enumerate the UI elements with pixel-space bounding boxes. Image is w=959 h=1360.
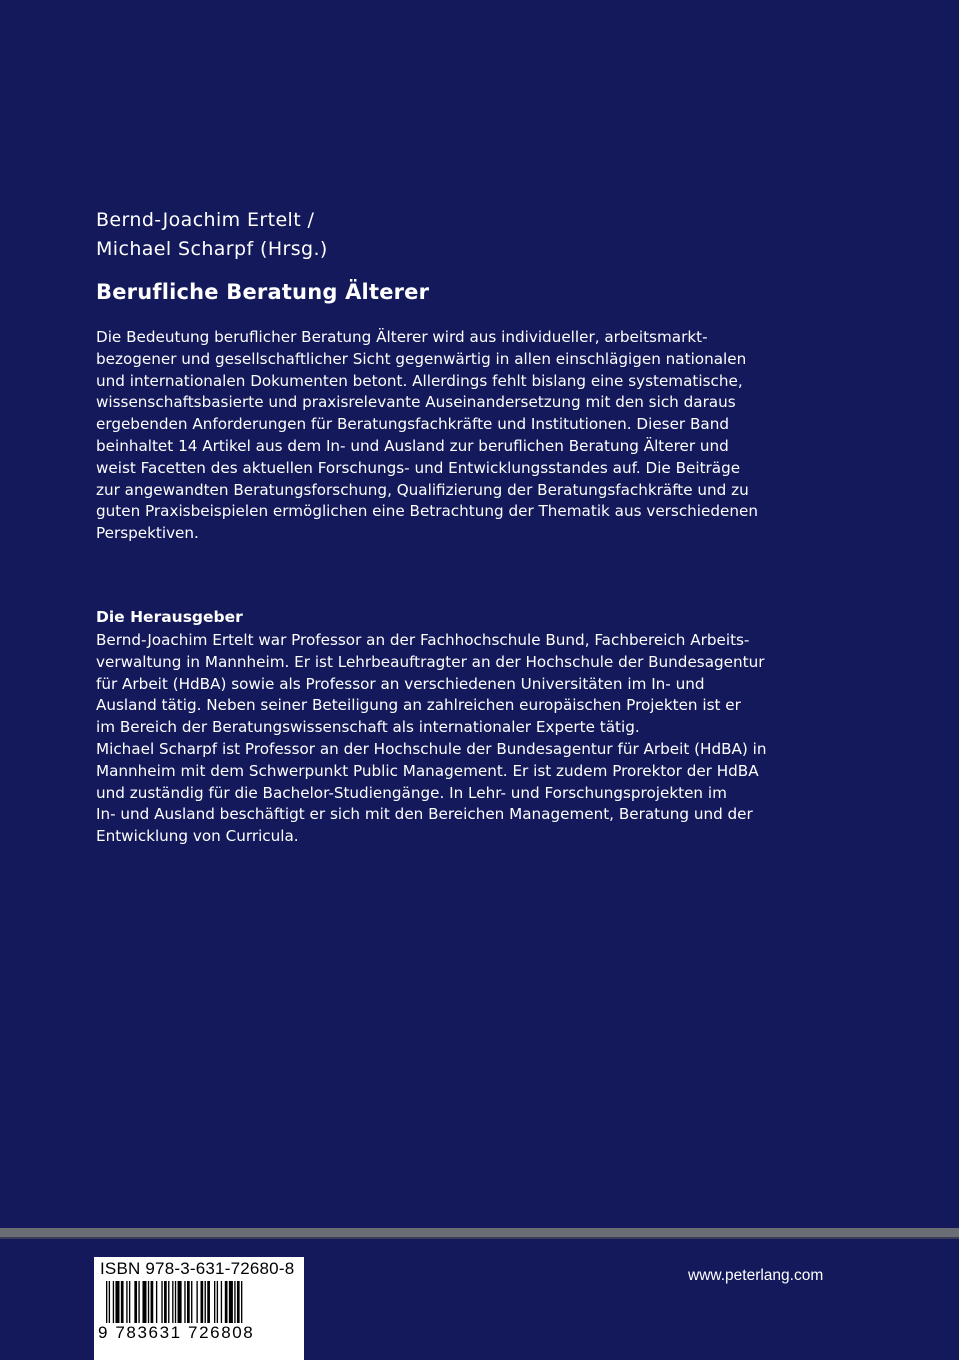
editors-block [96, 206, 328, 264]
isbn-label: ISBN 978-3-631-72680-8 [100, 1259, 295, 1278]
description-line: Die Bedeutung beruflicher Beratung Älterer wird aus individueller, arbeitsmarkt- [96, 328, 708, 346]
description-line: bezogener und gesellschaftlicher Sicht gegenwärtig in allen einschlägigen nationalen [96, 349, 747, 368]
editor-line-1: Bernd-Joachim Ertelt / [96, 209, 315, 231]
barcode-bar [113, 1281, 114, 1325]
bio-line: im Bereich der Beratungswissenschaft als internationaler Experte tätig. [96, 718, 640, 737]
bio-line: Michael Scharpf ist Professor an der Hochschule der Bundesagentur für Arbeit (HdBA) in [96, 739, 767, 758]
barcode-bar [175, 1281, 176, 1325]
bottom-band-shadow [0, 1237, 959, 1239]
barcode-bar [121, 1281, 124, 1325]
barcode-bar [106, 1281, 107, 1325]
barcode-number: 9 783631 726808 [98, 1323, 302, 1343]
barcode-bar [196, 1281, 197, 1325]
barcode-bar [134, 1281, 137, 1325]
bio-line: Mannheim mit dem Schwerpunkt Public Management. Er ist zudem Prorektor der HdBA [96, 761, 759, 780]
description-line: und internationalen Dokumenten betont. Allerdings fehlt bislang eine systematische, [96, 371, 743, 390]
barcode-bar [142, 1281, 146, 1325]
barcode-bar [138, 1281, 139, 1325]
barcode-bar [172, 1281, 173, 1325]
publisher-website: www.peterlang.com [688, 1267, 824, 1284]
barcode-bar [126, 1281, 127, 1325]
barcode-bar [109, 1281, 110, 1325]
barcode-bar [217, 1281, 218, 1325]
barcode-bar [191, 1281, 192, 1325]
editors-heading: Die Herausgeber [96, 608, 243, 626]
barcode-bar [129, 1281, 130, 1325]
barcode-bar [161, 1281, 162, 1325]
description-line: zur angewandten Beratungsforschung, Qualifizierung der Beratungsfachkräfte und zu [96, 480, 749, 499]
barcode-bar [178, 1281, 182, 1325]
bio-line: und zuständig für die Bachelor-Studiengänge. In Lehr- und Forschungsprojekten im [96, 783, 727, 802]
barcode-bar [148, 1281, 149, 1325]
barcode-bar [229, 1281, 233, 1325]
barcode-bar [221, 1281, 222, 1325]
barcode-bar [207, 1281, 210, 1325]
bio-line: In- und Ausland beschäftigt er sich mit den Bereichen Management, Beratung und der [96, 805, 753, 824]
description-line: Perspektiven. [96, 524, 199, 543]
barcode-bar [164, 1281, 167, 1325]
bio-line: Bernd-Joachim Ertelt war Professor an der Fachhochschule Bund, Fachbereich Arbeits- [96, 631, 750, 649]
barcode-bars [106, 1281, 292, 1325]
bio-line: für Arbeit (HdBA) sowie als Professor an verschiedenen Universitäten im In- und [96, 674, 705, 693]
bottom-band [0, 1228, 959, 1237]
barcode-bar [205, 1281, 206, 1325]
barcode-bar [184, 1281, 185, 1325]
book-title: Berufliche Beratung Älterer [96, 280, 430, 304]
bio-line: Entwicklung von Curricula. [96, 827, 299, 846]
editor-line-2: Michael Scharpf (Hrsg.) [96, 238, 328, 260]
bio-line: verwaltung in Mannheim. Er ist Lehrbeauftragter an der Hochschule der Bundesagentur [96, 652, 765, 671]
description-line: weist Facetten des aktuellen Forschungs- und Entwicklungsstandes auf. Die Beiträge [96, 458, 741, 477]
barcode-bar [201, 1281, 204, 1325]
editors-bio [96, 630, 786, 848]
barcode-bar [156, 1281, 157, 1325]
barcode-bar [187, 1281, 190, 1325]
barcode-bar [151, 1281, 154, 1325]
description-line: guten Praxisbeispielen ermöglichen eine Betrachtung der Thematik aus verschiedenen [96, 502, 758, 521]
isbn-barcode [94, 1257, 304, 1360]
description-line: ergebenden Anforderungen für Beratungsfachkräfte und Institutionen. Dieser Band [96, 415, 729, 434]
barcode-bar [225, 1281, 228, 1325]
barcode-bar [241, 1281, 242, 1325]
bio-line: Ausland tätig. Neben seiner Beteiligung an zahlreichen europäischen Projekten ist er [96, 696, 741, 715]
barcode-bar [168, 1281, 169, 1325]
barcode-bar [234, 1281, 235, 1325]
book-description [96, 327, 776, 545]
barcode-bar [115, 1281, 119, 1325]
barcode-bar [237, 1281, 240, 1325]
barcode-bar [214, 1281, 215, 1325]
description-line: beinhaltet 14 Artikel aus dem In- und Ausland zur beruflichen Beratung Älterer und [96, 436, 729, 455]
description-line: wissenschaftsbasierte und praxisrelevante Auseinandersetzung mit den sich daraus [96, 393, 736, 412]
